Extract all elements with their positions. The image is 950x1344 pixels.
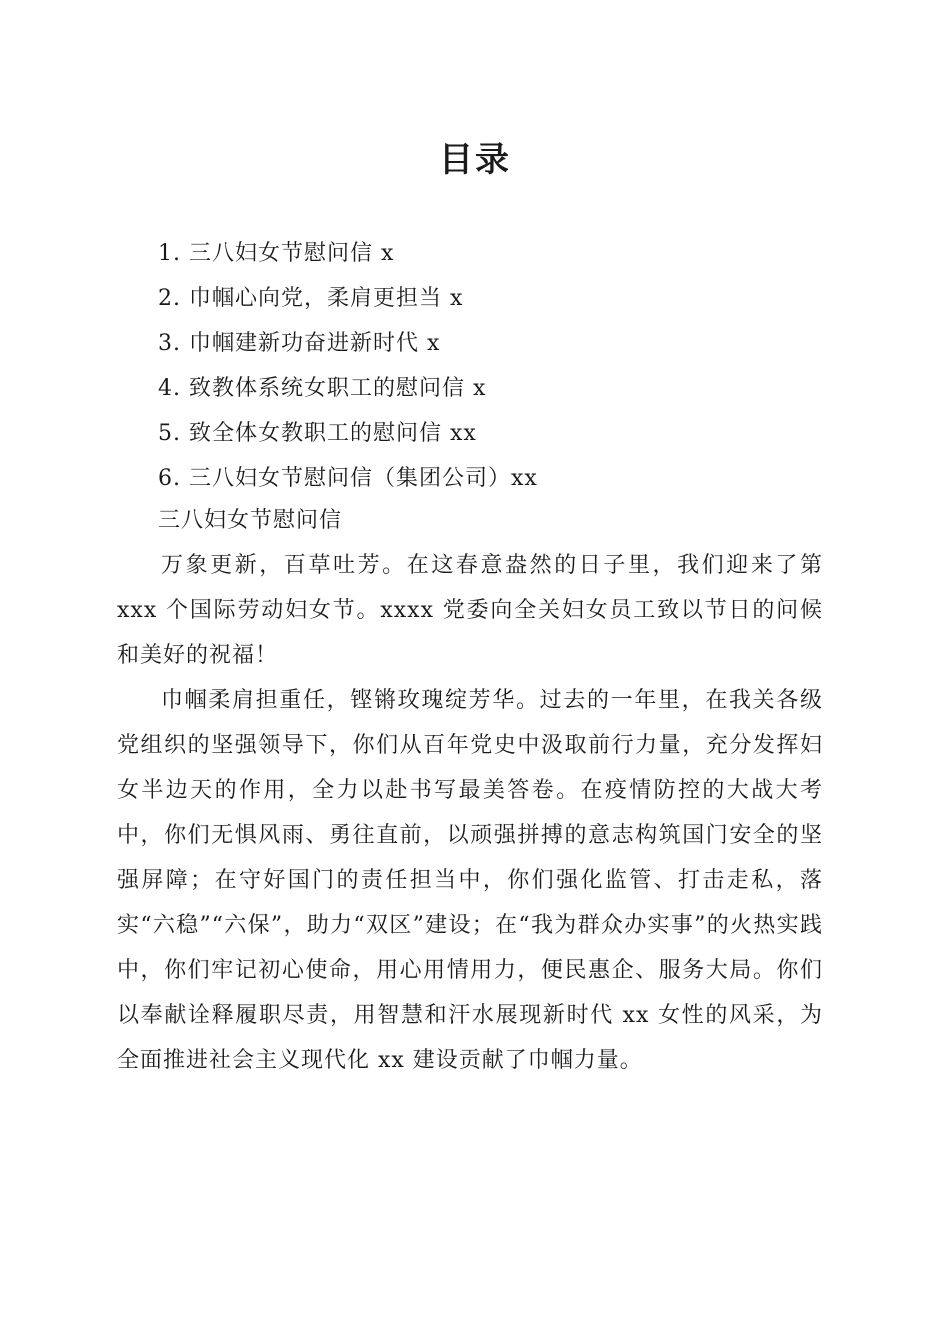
toc-item: 5. 致全体女教职工的慰问信 xx <box>158 421 477 446</box>
toc-item: 1. 三八妇女节慰问信 x <box>158 241 395 266</box>
page-title: 目录 <box>439 140 511 180</box>
toc-item: 6. 三八妇女节慰问信（集团公司）xx <box>158 466 538 491</box>
body-paragraph: 巾帼柔肩担重任，铿锵玫瑰绽芳华。过去的一年里，在我关各级党组织的坚强领导下，你们从百年党史中汲取前行力量，充分发挥妇女半边天的作用，全力以赴书写最美答卷。在疫情防控的大战大考中，你们无惧风雨、勇往直前，以顽强拼搏的意志构筑国门安全的坚强屏障；在守好国门的责任担当中，你们强化监管、打击走私，落实“六稳”“六保”，助力“双区”建设；在“我为群众办实事”的火热实践中，你们牢记初心使命，用心用情用力，便民惠企、服务大局。你们以奉献诠释履职尽责，用智慧和汗水展现新时代 xx 女性的风采，为全面推进社会主义现代化 xx 建设贡献了巾帼力量。 <box>117 688 823 1073</box>
toc-item: 3. 巾帼建新功奋进新时代 x <box>158 331 441 356</box>
section-heading: 三八妇女节慰问信 <box>158 508 343 533</box>
toc-item: 4. 致教体系统女职工的慰问信 x <box>158 376 487 401</box>
letter-body <box>117 543 823 1083</box>
table-of-contents <box>158 231 538 501</box>
toc-item: 2. 巾帼心向党，柔肩更担当 x <box>158 286 464 311</box>
body-paragraph: 万象更新，百草吐芳。在这春意盎然的日子里，我们迎来了第 xxx 个国际劳动妇女节。xxxx 党委向全关妇女员工致以节日的问候和美好的祝福！ <box>117 553 823 668</box>
